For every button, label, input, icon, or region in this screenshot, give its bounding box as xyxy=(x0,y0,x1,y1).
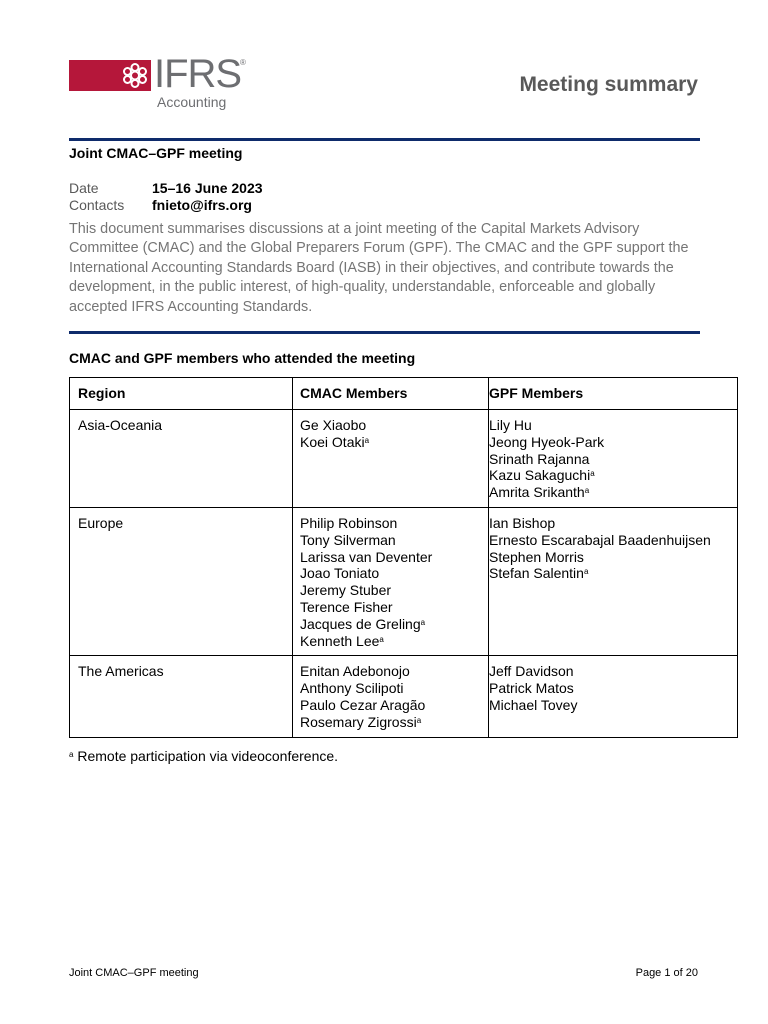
gpf-member xyxy=(489,549,737,566)
gpf-member xyxy=(489,434,737,451)
meeting-title: Joint CMAC–GPF meeting xyxy=(69,145,243,161)
gpf-member xyxy=(489,565,737,582)
member-name: Koei Otaki xyxy=(300,433,365,450)
remote-participation-mark: a xyxy=(364,435,370,445)
gpf-members-cell xyxy=(489,410,738,508)
cmac-member xyxy=(300,532,488,549)
cmac-member xyxy=(300,515,488,532)
footnote-text: Remote participation via videoconference. xyxy=(73,748,339,764)
intro-paragraph: This document summarises discussions at a joint meeting of the Capital Markets Advisory Committee (CMAC) and the Global Preparers Forum (GPF). The CMAC and the GPF support the International Accounting Standards Board (IASB) in their objectives, and contribute towards the development, in the public interest, of high-quality, understandable, enforceable and globally accepted IFRS Accounting Standards. xyxy=(69,221,689,315)
region-cell: Asia-Oceania xyxy=(70,410,293,508)
cmac-member xyxy=(300,697,488,714)
member-name: Enitan Adebonojo xyxy=(300,663,410,680)
cmac-member xyxy=(300,582,488,599)
cmac-member xyxy=(300,714,488,731)
member-name: Ernesto Escarabajal Baadenhuijsen xyxy=(489,531,711,548)
member-name: Joao Toniato xyxy=(300,565,380,582)
contacts-value[interactable]: fnieto@ifrs.org xyxy=(152,197,252,213)
member-name: Kenneth Lee xyxy=(300,632,380,649)
member-name: Amrita Srikanth xyxy=(489,484,585,501)
member-name: Larissa van Deventer xyxy=(300,548,433,565)
member-name: Ge Xiaobo xyxy=(300,417,367,433)
region-cell: Europe xyxy=(70,507,293,655)
remote-participation-mark: a xyxy=(584,486,590,496)
region-cell: The Americas xyxy=(70,656,293,737)
member-name: Paulo Cezar Aragão xyxy=(300,696,426,713)
ifrs-logo-subtitle: Accounting xyxy=(157,94,227,110)
gpf-member xyxy=(489,484,737,501)
table-row xyxy=(70,410,738,508)
cmac-member xyxy=(300,599,488,616)
cmac-member xyxy=(300,680,488,697)
header-divider xyxy=(69,138,700,141)
cmac-member xyxy=(300,616,488,633)
member-name: Patrick Matos xyxy=(489,680,574,697)
member-name: Jacques de Greling xyxy=(300,615,421,632)
remote-participation-mark: a xyxy=(583,567,589,577)
gpf-members-cell xyxy=(489,507,738,655)
member-name: Michael Tovey xyxy=(489,696,578,713)
gpf-member xyxy=(489,697,737,714)
member-name: Philip Robinson xyxy=(300,514,398,531)
date-label: Date xyxy=(69,180,99,196)
gpf-member xyxy=(489,680,737,697)
header-gpf-members: GPF Members xyxy=(489,378,738,410)
header-cmac-members: CMAC Members xyxy=(293,378,489,410)
table-row xyxy=(70,656,738,737)
cmac-member xyxy=(300,417,488,434)
cmac-member xyxy=(300,549,488,566)
attendees-heading: CMAC and GPF members who attended the meeting xyxy=(69,350,416,366)
gpf-member xyxy=(489,467,737,484)
member-name: Kazu Sakaguchi xyxy=(489,467,591,484)
gpf-member xyxy=(489,532,737,549)
remote-participation-mark: a xyxy=(420,617,426,627)
footnote xyxy=(69,748,338,764)
footer-page-number: Page 1 of 20 xyxy=(635,967,698,979)
member-name: Terence Fisher xyxy=(300,598,393,615)
ifrs-flower-icon xyxy=(119,60,151,91)
gpf-member xyxy=(489,663,737,680)
cmac-members-cell xyxy=(293,410,489,508)
remote-participation-mark: a xyxy=(590,469,595,479)
member-name: Srinath Rajanna xyxy=(489,450,590,467)
ifrs-logo-wordmark: IFRS xyxy=(154,52,242,96)
table-header-row xyxy=(70,378,738,410)
gpf-member xyxy=(489,417,737,434)
gpf-member xyxy=(489,451,737,468)
date-value: 15–16 June 2023 xyxy=(152,180,263,196)
section-divider xyxy=(69,331,700,334)
cmac-member xyxy=(300,633,488,650)
member-name: Stefan Salentin xyxy=(489,565,584,582)
member-name: Jeong Hyeok-Park xyxy=(489,433,605,450)
cmac-member xyxy=(300,663,488,680)
cmac-member xyxy=(300,565,488,582)
member-name: Jeremy Stuber xyxy=(300,582,392,599)
footer-meeting-name: Joint CMAC–GPF meeting xyxy=(69,967,199,979)
cmac-members-cell xyxy=(293,507,489,655)
member-name: Ian Bishop xyxy=(489,514,556,531)
cmac-members-cell xyxy=(293,656,489,737)
contacts-label: Contacts xyxy=(69,197,125,213)
attendees-table xyxy=(69,377,738,738)
remote-participation-mark: a xyxy=(379,634,384,644)
table-row xyxy=(70,507,738,655)
header-region: Region xyxy=(70,378,293,410)
remote-participation-mark: a xyxy=(416,715,422,725)
member-name: Rosemary Zigrossi xyxy=(300,713,417,730)
member-name: Jeff Davidson xyxy=(489,663,574,680)
gpf-member xyxy=(489,515,737,532)
member-name: Anthony Scilipoti xyxy=(300,680,404,697)
member-name: Stephen Morris xyxy=(489,548,584,565)
document-type-title: Meeting summary xyxy=(519,73,698,96)
cmac-member xyxy=(300,434,488,451)
member-name: Tony Silverman xyxy=(300,531,396,548)
registered-mark: ® xyxy=(240,58,246,67)
gpf-members-cell xyxy=(489,656,738,737)
footnote-mark: a xyxy=(69,750,74,759)
member-name: Lily Hu xyxy=(489,417,532,433)
